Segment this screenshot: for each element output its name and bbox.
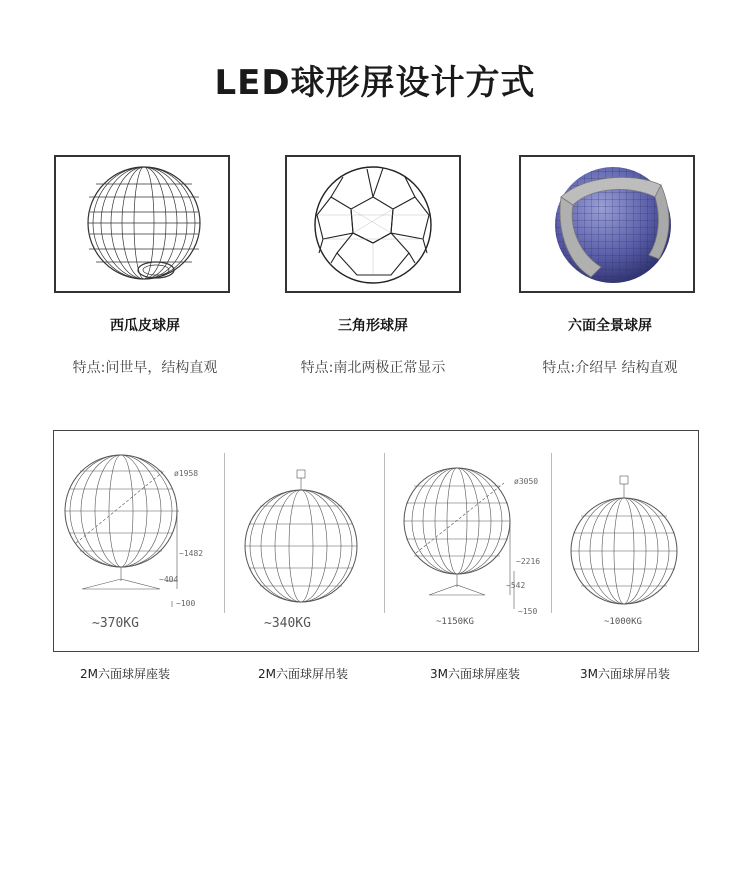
installation-caption: 2M六面球屏吊装 xyxy=(258,667,348,681)
watermelon-sphere-card xyxy=(54,155,230,293)
weight-label: ~340KG xyxy=(264,616,311,631)
triangle-sphere-wireframe-icon xyxy=(287,157,459,291)
weight-label: ~370KG xyxy=(92,616,139,631)
six-face-sphere-render-icon xyxy=(521,157,693,291)
six-face-sphere-card xyxy=(519,155,695,293)
panel-divider xyxy=(384,453,385,613)
panel-divider xyxy=(224,453,225,613)
base-dimension: ~404 xyxy=(159,575,179,584)
diameter-dimension: ø1958 xyxy=(174,469,199,478)
installation-caption: 2M六面球屏座装 xyxy=(80,667,170,681)
height-dimension: ~2216 xyxy=(516,557,541,566)
triangle-sphere-card xyxy=(285,155,461,293)
sphere-type-feature: 特点:问世早，结构直观 xyxy=(72,360,218,376)
page-title: LED球形屏设计方式 xyxy=(214,63,536,103)
diameter-dimension: ø3050 xyxy=(514,477,539,486)
height-dimension: ~1482 xyxy=(179,549,204,558)
sphere-type-name: 六面全景球屏 xyxy=(568,318,652,334)
installation-drawings xyxy=(54,431,698,651)
weight-label: ~1000KG xyxy=(604,617,642,627)
base-dimension: ~542 xyxy=(506,581,526,590)
sphere-type-feature: 特点:南北两极正常显示 xyxy=(300,360,446,376)
foot-dimension: ~100 xyxy=(176,599,196,608)
sphere-type-name: 西瓜皮球屏 xyxy=(110,318,180,334)
watermelon-sphere-wireframe-icon xyxy=(56,157,228,291)
installation-caption: 3M六面球屏座装 xyxy=(430,667,520,681)
installation-caption: 3M六面球屏吊装 xyxy=(580,667,670,681)
weight-label: ~1150KG xyxy=(436,617,474,627)
sphere-type-name: 三角形球屏 xyxy=(338,318,408,334)
panel-divider xyxy=(551,453,552,613)
installation-drawings-panel xyxy=(53,430,699,652)
sphere-type-feature: 特点:介绍早 结构直观 xyxy=(542,360,678,376)
foot-dimension: ~150 xyxy=(518,607,538,616)
